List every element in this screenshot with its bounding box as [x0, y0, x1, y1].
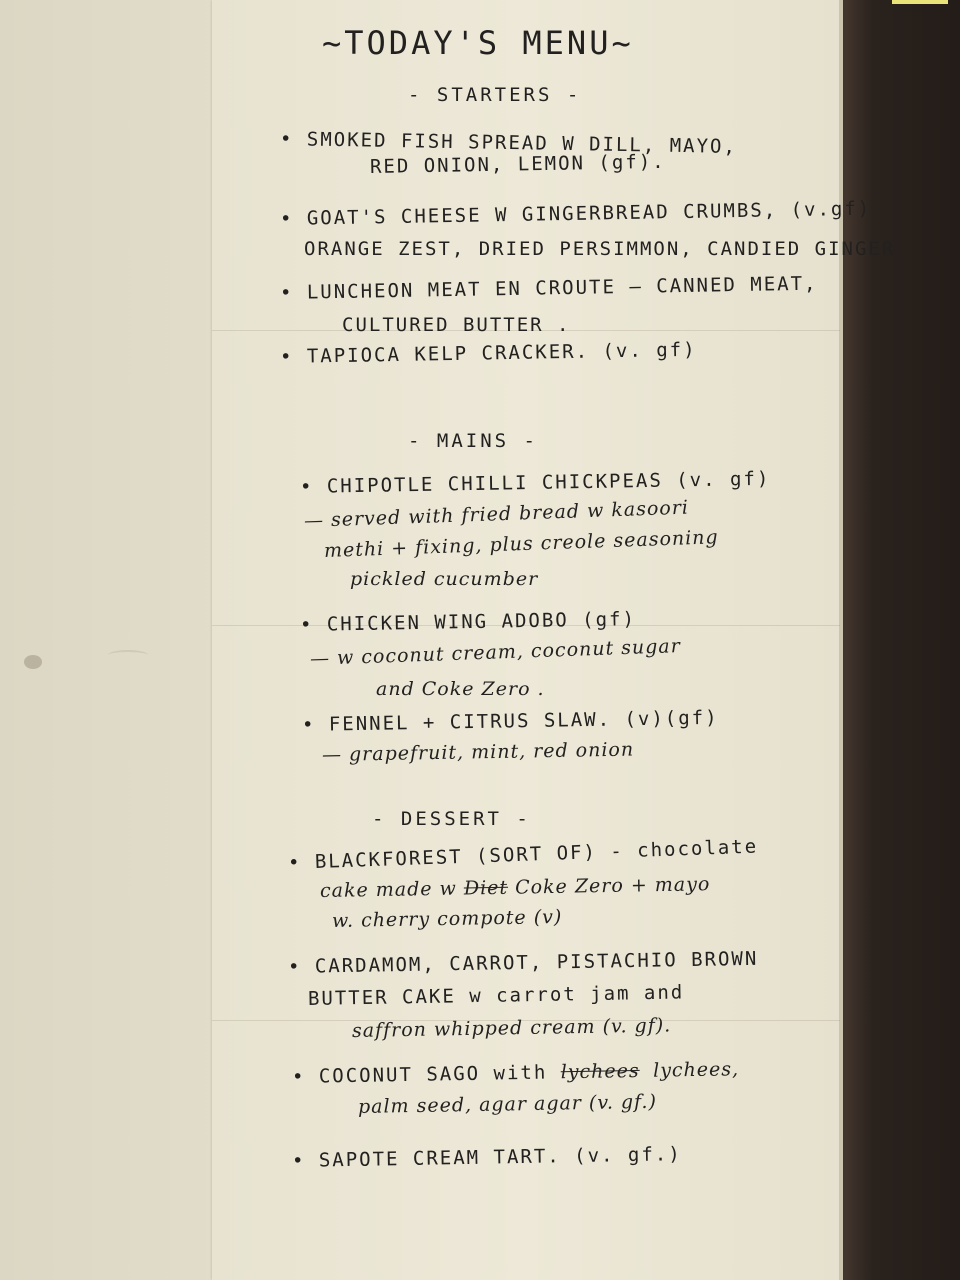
item-line: RED ONION, LEMON (gf). — [369, 150, 666, 178]
item-line: methi + fixing, plus creole seasoning — [323, 526, 720, 562]
item-line: — w coconut cream, coconut sugar — [309, 635, 682, 670]
item-line: BUTTER CAKE w carrot jam and — [307, 981, 685, 1010]
item-line: • CHICKEN WING ADOBO (gf) — [299, 608, 637, 636]
tape — [892, 0, 948, 4]
section-heading-mains: - MAINS - — [408, 430, 538, 452]
section-heading-starters: - STARTERS - — [408, 84, 582, 106]
item-line: palm seed, agar agar (v. gf.) — [357, 1090, 658, 1118]
item-line: • LUNCHEON MEAT EN CROUTE — CANNED MEAT, — [279, 272, 818, 304]
item-line: • SMOKED FISH SPREAD W DILL, MAYO, — [279, 128, 738, 158]
item-text: Coke Zero + mayo — [514, 873, 711, 899]
door-frame — [836, 0, 960, 1280]
item-line: w. cherry compote (v) — [331, 905, 563, 932]
item-line: • CHIPOTLE CHILLI CHICKPEAS (v. gf) — [299, 467, 771, 498]
item-line: • FENNEL + CITRUS SLAW. (v)(gf) — [301, 706, 719, 736]
item-text: • COCONUT SAGO with — [291, 1061, 548, 1088]
item-line: • CARDAMOM, CARROT, PISTACHIO BROWN — [287, 947, 759, 978]
item-line: CULTURED BUTTER . — [342, 314, 571, 336]
item-line: pickled cucumber — [350, 568, 539, 590]
item-line: • TAPIOCA KELP CRACKER. (v. gf) — [279, 338, 697, 368]
item-line: • GOAT'S CHEESE W GINGERBREAD CRUMBS, (v.gf) — [279, 197, 872, 230]
item-line: saffron whipped cream (v. gf). — [351, 1014, 672, 1042]
section-heading-dessert: - DESSERT - — [372, 808, 531, 830]
item-text: cake made w — [319, 877, 457, 902]
item-line — [292, 1058, 739, 1088]
paper-edge — [839, 0, 843, 1280]
item-line: • SAPOTE CREAM TART. (v. gf.) — [291, 1143, 682, 1172]
menu-title: ~TODAY'S MENU~ — [322, 24, 634, 62]
item-line: • BLACKFOREST (SORT OF) - chocolate — [287, 835, 759, 874]
wall-scuff — [108, 650, 148, 660]
struck-word: lychees — [560, 1059, 640, 1084]
item-line: — served with fried bread w kasoori — [303, 496, 690, 532]
item-text: lychees, — [652, 1058, 740, 1082]
item-line: and Coke Zero . — [376, 678, 545, 700]
wall-mark — [24, 655, 42, 669]
item-line: — grapefruit, mint, red onion — [321, 738, 635, 766]
item-line: ORANGE ZEST, DRIED PERSIMMON, CANDIED GINGER — [304, 238, 896, 260]
struck-word: Diet — [463, 876, 509, 900]
item-line — [320, 873, 711, 902]
menu-paper — [212, 0, 896, 1280]
